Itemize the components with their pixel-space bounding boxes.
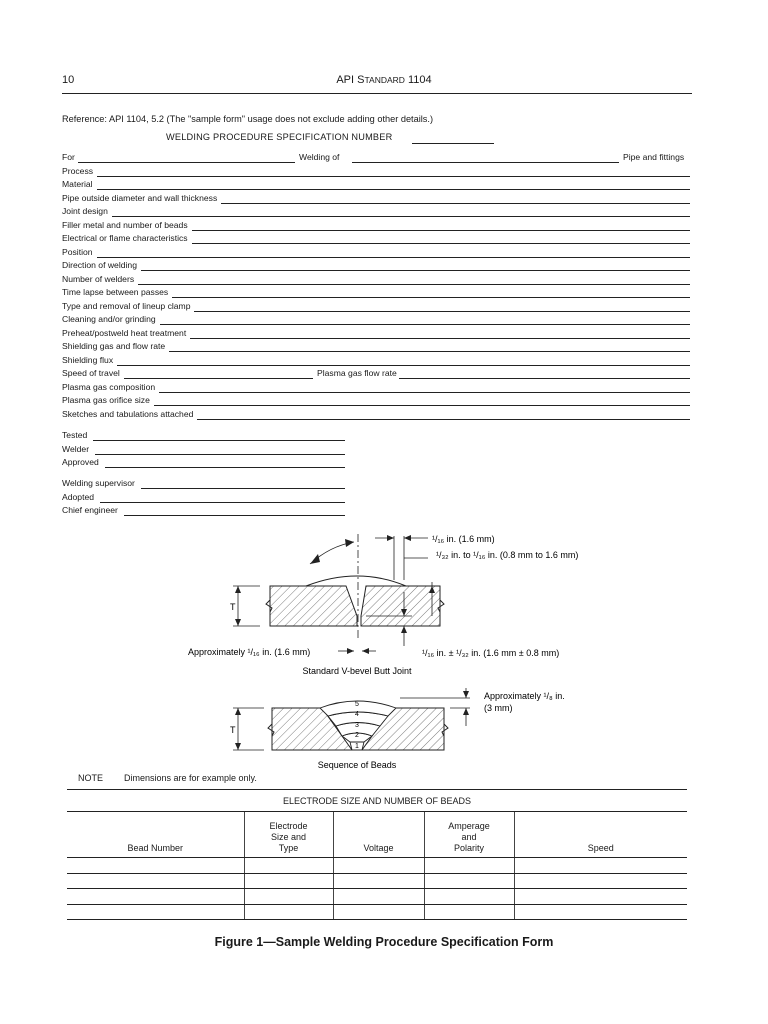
form-label: Shielding flux [62, 354, 114, 365]
figure-caption: Figure 1—Sample Welding Procedure Specification Form [214, 935, 554, 949]
table-cell[interactable] [514, 904, 687, 920]
for-field[interactable] [78, 162, 295, 163]
approval-field[interactable] [100, 502, 345, 503]
form-field[interactable] [97, 189, 690, 190]
bead-sequence-figure [0, 686, 768, 772]
form-label: Joint design [62, 206, 108, 216]
table-cell[interactable] [244, 889, 333, 905]
table-cell[interactable] [424, 889, 514, 905]
form-label: Electrical or flame characteristics [62, 233, 188, 243]
table-row [67, 858, 687, 874]
bead-thickness-label: T [230, 725, 236, 735]
table-cell[interactable] [514, 889, 687, 905]
form-field[interactable] [190, 338, 690, 339]
form-label: Number of welders [62, 273, 135, 284]
form-field[interactable] [172, 297, 690, 298]
table-cell[interactable] [67, 889, 244, 905]
weld-cap [306, 576, 406, 586]
note-text: Dimensions are for example only. [124, 773, 257, 783]
table-cell[interactable] [424, 904, 514, 920]
table-cell[interactable] [67, 904, 244, 920]
form-field[interactable] [169, 351, 690, 352]
pipe-fittings-label: Pipe and fittings [623, 152, 685, 162]
form-field[interactable] [154, 405, 690, 406]
approval-label: Welding supervisor [62, 478, 135, 488]
approval-field[interactable] [95, 454, 345, 455]
form-field[interactable] [97, 176, 690, 177]
form-label: Sketches and tabulations attached [62, 408, 194, 419]
electrode-table-title: ELECTRODE SIZE AND NUMBER OF BEADS [67, 790, 687, 812]
form-label: Shielding gas and flow rate [62, 341, 166, 351]
table-row [67, 889, 687, 905]
form-label: Filler metal and number of beads [62, 219, 188, 230]
bead-1: 1 [355, 743, 359, 750]
form-label: Type and removal of lineup clamp [62, 300, 191, 311]
approval-label: Welder [62, 443, 90, 454]
dim-gap-b: ¹/₃₂ in. to ¹/₁₆ in. (0.8 mm to 1.6 mm) [436, 550, 579, 560]
table-cell[interactable] [424, 873, 514, 889]
plasma-flow-field[interactable] [399, 378, 690, 379]
table-row [67, 873, 687, 889]
form-label: Direction of welding [62, 260, 137, 270]
table-cell[interactable] [67, 858, 244, 874]
header-word: 1104 [408, 74, 432, 86]
approval-field[interactable] [93, 440, 345, 441]
dim-land: ¹/₁₆ in. ± ¹/₃₂ in. (1.6 mm ± 0.8 mm) [422, 648, 560, 658]
table-header-cell: Amperage and Polarity [424, 812, 514, 858]
wps-number-label: WELDING PROCEDURE SPECIFICATION NUMBER [166, 132, 393, 142]
approval-label: Chief engineer [62, 505, 118, 515]
form-label: Cleaning and/or grinding [62, 314, 156, 324]
running-header-title [0, 74, 768, 86]
header-word: STANDARD [357, 74, 405, 86]
form-field[interactable] [192, 243, 690, 244]
table-cell[interactable] [333, 873, 424, 889]
electrode-table [67, 789, 687, 920]
right-plate [361, 586, 440, 626]
dim-reinforcement-2: (3 mm) [484, 703, 513, 713]
table-header-cell: Voltage [333, 812, 424, 858]
form-field[interactable] [141, 270, 690, 271]
form-label: Time lapse between passes [62, 287, 169, 297]
page-number: 10 [62, 74, 75, 86]
welding-of-label: Welding of [299, 152, 340, 162]
approval-label: Adopted [62, 491, 95, 502]
table-cell[interactable] [244, 904, 333, 920]
table-cell[interactable] [424, 858, 514, 874]
left-plate [270, 586, 357, 626]
dim-reinforcement-1: Approximately ¹/₈ in. [484, 691, 565, 701]
beads-caption: Sequence of Beads [317, 760, 397, 770]
table-header-cell: Electrode Size and Type [244, 812, 333, 858]
form-label: Process [62, 165, 94, 176]
for-label: For [62, 152, 75, 162]
table-cell[interactable] [333, 889, 424, 905]
form-field[interactable] [138, 284, 690, 285]
form-label: Position [62, 246, 93, 257]
table-header-cell: Speed [514, 812, 687, 858]
wps-number-field[interactable] [412, 143, 494, 144]
header-word: API [336, 74, 355, 86]
speed-of-travel-label: Speed of travel [62, 368, 120, 378]
table-cell[interactable] [244, 858, 333, 874]
header-rule [62, 93, 692, 94]
form-label: Preheat/postweld heat treatment [62, 327, 187, 338]
dim-root: Approximately ¹/₁₆ in. (1.6 mm) [188, 647, 311, 657]
table-cell[interactable] [244, 873, 333, 889]
form-field[interactable] [97, 257, 690, 258]
v-bevel-joint-figure [0, 520, 768, 680]
running-header-text [336, 74, 431, 86]
form-field[interactable] [197, 419, 690, 420]
thickness-label: T [230, 602, 236, 612]
table-row [67, 904, 687, 920]
bead-4: 4 [355, 711, 359, 718]
dim-gap-a: ¹/₁₆ in. (1.6 mm) [432, 534, 495, 544]
approval-label: Approved [62, 457, 99, 467]
form-label: Plasma gas composition [62, 381, 156, 392]
form-label: Plasma gas orifice size [62, 395, 150, 405]
form-label: Material [62, 179, 93, 189]
table-cell[interactable] [514, 873, 687, 889]
note-label: NOTE [78, 773, 104, 783]
electrode-table-header [67, 812, 687, 858]
form-field[interactable] [194, 311, 690, 312]
table-cell[interactable] [514, 858, 687, 874]
bead-2: 2 [355, 732, 359, 739]
joint-caption: Standard V-bevel Butt Joint [302, 666, 412, 676]
form-field[interactable] [159, 392, 690, 393]
form-label: Pipe outside diameter and wall thickness [62, 192, 218, 203]
electrode-table-body [67, 858, 687, 920]
speed-of-travel-field[interactable] [124, 378, 313, 379]
table-cell[interactable] [67, 873, 244, 889]
form-field[interactable] [160, 324, 690, 325]
table-header-cell: Bead Number [67, 812, 244, 858]
bead-5: 5 [355, 701, 359, 708]
approval-label: Tested [62, 430, 88, 440]
plasma-flow-label: Plasma gas flow rate [317, 368, 397, 378]
approval-field[interactable] [105, 467, 345, 468]
table-cell[interactable] [333, 904, 424, 920]
approval-field[interactable] [124, 515, 345, 516]
table-cell[interactable] [333, 858, 424, 874]
bead-3: 3 [355, 722, 359, 729]
form-field[interactable] [117, 365, 690, 366]
approval-field[interactable] [141, 488, 345, 489]
reference-note: Reference: API 1104, 5.2 (The "sample form" usage does not exclude adding other details.) [62, 114, 434, 124]
form-field[interactable] [112, 216, 690, 217]
form-field[interactable] [221, 203, 690, 204]
welding-of-field[interactable] [352, 162, 619, 163]
form-field[interactable] [192, 230, 690, 231]
